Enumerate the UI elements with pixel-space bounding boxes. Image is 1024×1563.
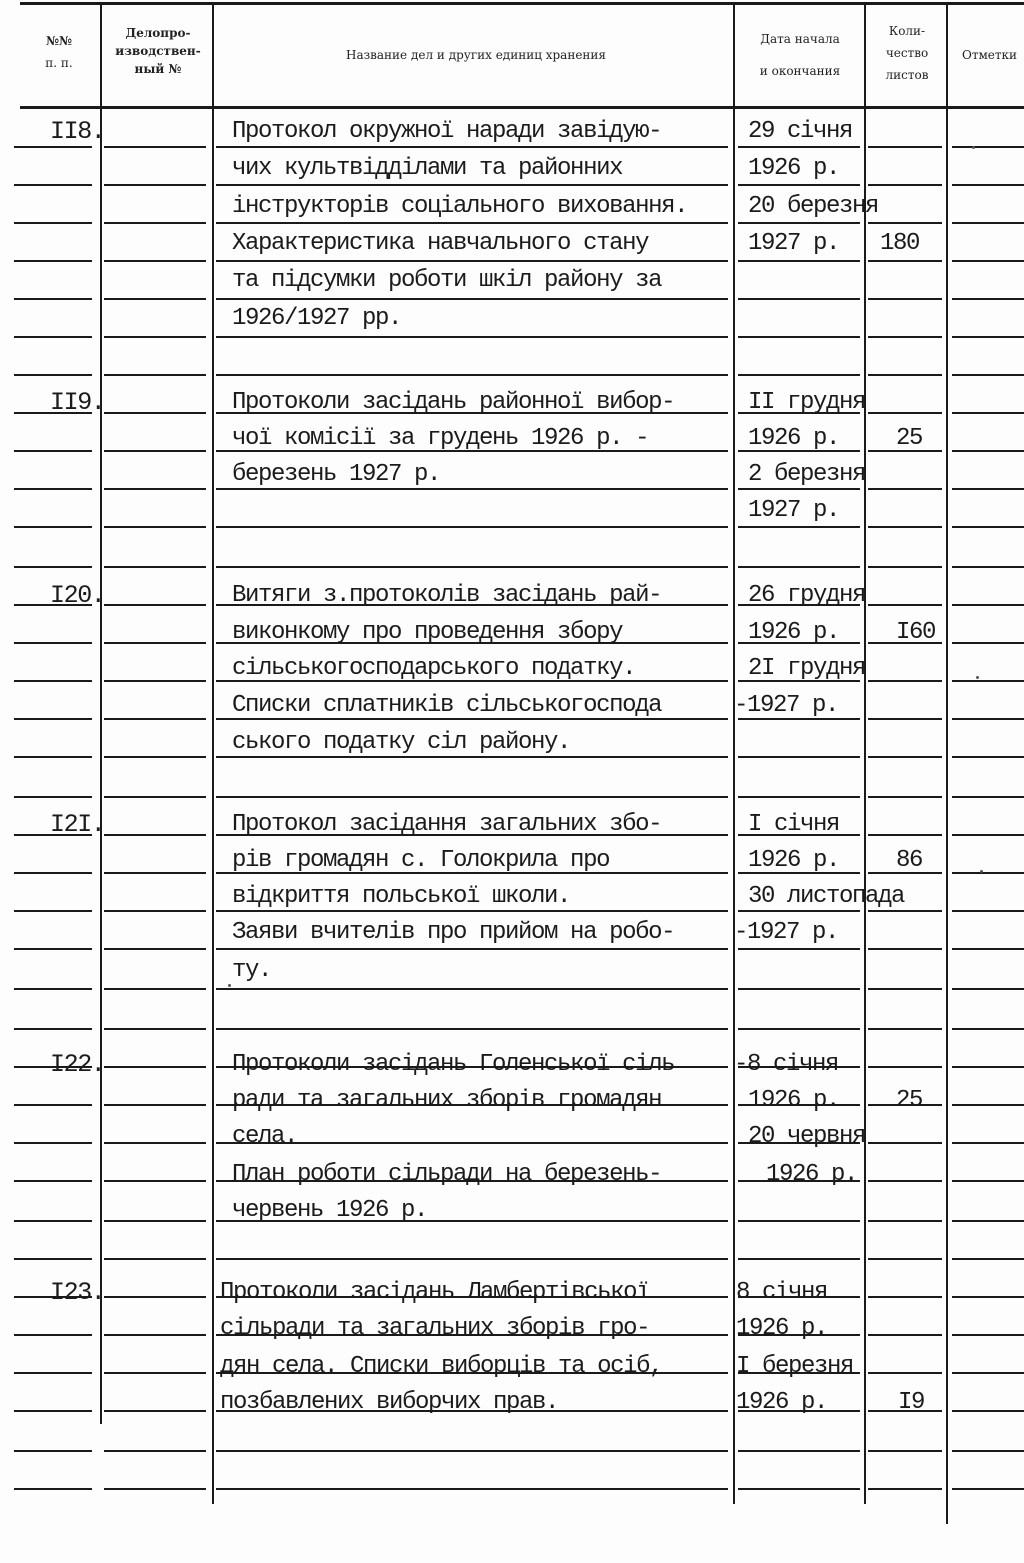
ruled-line [868, 298, 942, 300]
entry-123-date-line-1: 8 січня [736, 1279, 828, 1306]
header-col-office-line3: ный № [134, 62, 182, 76]
ruled-line [868, 1296, 942, 1298]
ruled-line [104, 146, 206, 148]
header-col-office-number [104, 24, 212, 78]
ruled-line [952, 834, 1024, 836]
ruled-line [104, 1066, 206, 1068]
entry-122-date-line-2: 1926 р. [748, 1087, 840, 1114]
ruled-line [216, 1028, 728, 1030]
ruled-line [14, 680, 92, 682]
ruled-line [216, 566, 728, 568]
entry-119-date-line-3: 2 березня [748, 461, 866, 488]
ruled-line [14, 1142, 92, 1144]
ruled-line [104, 680, 206, 682]
entry-120-title-line-2: виконкому про проведення збору [232, 619, 623, 646]
ruled-line [868, 988, 942, 990]
entry-120-title-line-3: сільськогосподарського податку. [232, 655, 636, 682]
entry-120-title-line-4: Списки сплатників сільськогоспода [232, 692, 662, 719]
entry-120-date-line-1: 26 грудня [748, 582, 866, 609]
column-divider-1 [100, 4, 102, 1424]
header-col-number [28, 32, 90, 72]
ruled-line [738, 1450, 860, 1452]
ruled-line [14, 1258, 92, 1260]
entry-118-title-line-4: Характеристика навчального стану [232, 230, 649, 257]
ruled-line [104, 834, 206, 836]
ruled-line [868, 1028, 942, 1030]
entry-122-date-line-1: -8 січня [734, 1051, 839, 1078]
ruled-line [104, 526, 206, 528]
ruled-line [738, 222, 860, 224]
ruled-line [952, 1296, 1024, 1298]
ruled-line [952, 1142, 1024, 1144]
entry-122-title-line-5: червень 1926 р. [232, 1197, 428, 1224]
ruled-line [868, 488, 942, 490]
header-col-sheets-line3: листов [885, 68, 929, 82]
entry-121-title-line-4: Заяви вчителів про прийом на робо- [232, 919, 675, 946]
ruled-line [952, 374, 1024, 376]
entry-121-title-line-3: відкриття польської школи. [232, 883, 571, 910]
ruled-line [104, 1296, 206, 1298]
ruled-line [104, 718, 206, 720]
ruled-line [952, 336, 1024, 338]
entry-122-date-line-4: 1926 р. [766, 1161, 858, 1188]
ruled-line [738, 1220, 860, 1222]
ruled-line [868, 1450, 942, 1452]
ruled-line [14, 1104, 92, 1106]
header-col-sheets-line1: Коли- [888, 24, 926, 38]
ruled-line [868, 1488, 942, 1490]
entry-120-date-line-4: -1927 р. [734, 692, 839, 719]
ruled-line [738, 260, 860, 262]
entry-123-title-line-2: сільради та загальних зборів гро- [220, 1315, 650, 1342]
ruled-line [868, 374, 942, 376]
ruled-line [14, 1372, 92, 1374]
column-divider-2 [212, 4, 214, 1504]
ruled-line [216, 526, 728, 528]
ruled-line [216, 988, 728, 990]
ruled-line [14, 488, 92, 490]
ruled-line [738, 1258, 860, 1260]
ruled-line [216, 948, 728, 950]
header-col-dates [740, 30, 860, 80]
entry-123-title-line-4: позбавлених виборчих прав. [220, 1389, 559, 1416]
entry-121-date-line-3: 30 листопада [748, 883, 905, 910]
ruled-line [952, 566, 1024, 568]
ruled-line [738, 298, 860, 300]
entry-123-date-line-4: 1926 р. [736, 1389, 828, 1416]
ruled-line [952, 988, 1024, 990]
entry-121-title-line-1: Протокол засідання загальних збо- [232, 811, 662, 838]
ruled-line [952, 1028, 1024, 1030]
ruled-line [952, 184, 1024, 186]
entry-118-title-line-6: 1926/1927 рр. [232, 305, 402, 332]
entry-120-date-line-3: 2I грудня [748, 655, 866, 682]
ruled-line [104, 910, 206, 912]
ruled-line [14, 1180, 92, 1182]
ruled-line [216, 184, 728, 186]
ruled-line [868, 796, 942, 798]
header-col-office-line2: изводствен- [115, 44, 201, 58]
ruled-line [868, 336, 942, 338]
ruled-line [216, 260, 728, 262]
ruled-line [952, 948, 1024, 950]
ruled-line [868, 604, 942, 606]
ruled-line [216, 222, 728, 224]
paper-speck [980, 870, 983, 873]
ruled-line [104, 450, 206, 452]
column-divider-5 [946, 4, 948, 1524]
ruled-line [104, 260, 206, 262]
ruled-line [14, 948, 92, 950]
entry-122-sheets: 25 [896, 1087, 923, 1114]
entry-122-date-line-3: 20 червня [748, 1123, 866, 1150]
ruled-line [738, 526, 860, 528]
ruled-line [952, 1372, 1024, 1374]
ruled-line [952, 1066, 1024, 1068]
ruled-line [104, 298, 206, 300]
entry-122-title-line-2: ради та загальних зборів громадян [232, 1087, 662, 1114]
ruled-line [868, 680, 942, 682]
ruled-line [952, 756, 1024, 758]
ruled-line [738, 336, 860, 338]
ruled-line [216, 1488, 728, 1490]
ruled-line [104, 566, 206, 568]
ruled-line [738, 948, 860, 950]
header-col-number-line2: п. п. [45, 56, 73, 70]
entry-121-date-line-1: I січня [748, 811, 840, 838]
ruled-line [952, 1488, 1024, 1490]
entry-120-sheets: I60 [896, 619, 936, 646]
header-col-sheets-line2: чество [885, 46, 929, 60]
ruled-line [952, 412, 1024, 414]
ruled-line [738, 1028, 860, 1030]
ruled-line [104, 374, 206, 376]
ruled-line [14, 298, 92, 300]
ruled-line [868, 1142, 942, 1144]
entry-123-sheets: I9 [898, 1389, 925, 1416]
ruled-line [104, 1372, 206, 1374]
ruled-line [104, 1488, 206, 1490]
entry-118-title-line-1: Протокол окружної наради завідую- [232, 118, 662, 145]
header-col-office-line1: Делопро- [125, 26, 191, 40]
ruled-line [14, 222, 92, 224]
ruled-line [104, 1180, 206, 1182]
header-col-dates-line2: и окончания [759, 64, 841, 78]
entry-119-sheets: 25 [896, 425, 923, 452]
ruled-line [104, 604, 206, 606]
ruled-line [868, 184, 942, 186]
ruled-line [104, 1028, 206, 1030]
ruled-line [868, 1220, 942, 1222]
ruled-line [14, 872, 92, 874]
ruled-line [868, 1372, 942, 1374]
entry-120-title-line-1: Витяги з.протоколів засідань рай- [232, 582, 662, 609]
ruled-line [868, 1180, 942, 1182]
entry-118-sheets: 180 [880, 230, 920, 257]
ruled-line [952, 450, 1024, 452]
ruled-line [952, 796, 1024, 798]
ruled-line [14, 1410, 92, 1412]
entry-123-title-line-1: Протоколи засідань Ламбертівської [220, 1279, 650, 1306]
entry-121-date-line-4: -1927 р. [734, 919, 839, 946]
ruled-line [14, 1450, 92, 1452]
ruled-line [952, 1450, 1024, 1452]
header-col-dates-line1: Дата начала [760, 32, 840, 46]
ruled-line [104, 1142, 206, 1144]
ruled-line [14, 1220, 92, 1222]
entry-118-date-line-4: 1927 р. [748, 230, 840, 257]
ruled-line [952, 1410, 1024, 1412]
ruled-line [738, 756, 860, 758]
ruled-line [14, 642, 92, 644]
ruled-line [868, 948, 942, 950]
column-divider-3 [733, 4, 735, 1504]
entry-122-title-line-3: села. [232, 1123, 298, 1150]
ruled-line [952, 222, 1024, 224]
header-col-sheets [868, 22, 946, 84]
ruled-line [14, 756, 92, 758]
entry-118-number: II8. [50, 117, 105, 146]
ruled-line [14, 566, 92, 568]
ruled-line [104, 1334, 206, 1336]
ruled-line [104, 1104, 206, 1106]
entry-119-title-line-2: чої комісії за грудень 1926 р. - [232, 425, 649, 452]
ruled-line [952, 604, 1024, 606]
ruled-line [952, 1334, 1024, 1336]
ruled-line [952, 872, 1024, 874]
ruled-line [104, 796, 206, 798]
entry-121-date-line-2: 1926 р. [748, 847, 840, 874]
ruled-line [738, 566, 860, 568]
ruled-line [868, 718, 942, 720]
paper-speck [972, 146, 975, 149]
ruled-line [952, 1180, 1024, 1182]
ruled-line [216, 298, 728, 300]
ruled-line [14, 184, 92, 186]
ruled-line [104, 948, 206, 950]
entry-121-title-line-2: рів громадян с. Голокрила про [232, 847, 610, 874]
header-col-title: Название дел и других единиц хранения [345, 48, 606, 62]
ruled-line [738, 796, 860, 798]
header-col-number-line1: №№ [45, 34, 73, 48]
ruled-line [952, 680, 1024, 682]
ruled-line [868, 1258, 942, 1260]
ruled-line [104, 184, 206, 186]
ruled-line [216, 796, 728, 798]
entry-121-sheets: 86 [896, 847, 923, 874]
entry-122-title-line-4: План роботи сільради на березень- [232, 1161, 662, 1188]
entry-119-date-line-4: 1927 р. [748, 497, 840, 524]
ruled-line [868, 566, 942, 568]
ruled-line [952, 1258, 1024, 1260]
ruled-line [14, 1488, 92, 1490]
ruled-line [104, 872, 206, 874]
entry-118-title-line-3: інструкторів соціального виховання. [232, 193, 688, 220]
ruled-line [738, 374, 860, 376]
entry-119-date-line-1: II грудня [748, 389, 866, 416]
ruled-line [868, 412, 942, 414]
ruled-line [952, 526, 1024, 528]
ruled-line [952, 260, 1024, 262]
column-divider-4 [864, 4, 866, 1504]
ruled-line [14, 1334, 92, 1336]
ruled-line [868, 260, 942, 262]
ruled-line [868, 756, 942, 758]
header-top-rule [20, 2, 1024, 5]
ruled-line [216, 374, 728, 376]
entry-123-title-line-3: дян села. Списки виборців та осіб, [220, 1353, 663, 1380]
ruled-line [738, 184, 860, 186]
entry-121-number: I2I. [50, 810, 105, 839]
ruled-line [104, 642, 206, 644]
entry-123-number: I23. [50, 1278, 105, 1307]
ruled-line [738, 988, 860, 990]
entry-118-title-line-5: та підсумки роботи шкіл району за [232, 267, 662, 294]
ruled-line [952, 1220, 1024, 1222]
ruled-line [952, 910, 1024, 912]
entry-122-title-line-1: Протоколи засідань Голенської сіль [232, 1051, 675, 1078]
entry-121-title-line-5: ту. [232, 957, 272, 984]
entry-118-date-line-1: 29 січня [748, 118, 853, 145]
ruled-line [738, 1488, 860, 1490]
ruled-line [868, 146, 942, 148]
ruled-line [952, 298, 1024, 300]
entry-119-title-line-1: Протоколи засідань районної вибор- [232, 389, 675, 416]
entry-118-date-line-2: 1926 р. [748, 155, 840, 182]
ruled-line [952, 1104, 1024, 1106]
ruled-line [952, 642, 1024, 644]
ruled-line [216, 1258, 728, 1260]
ruled-line [104, 1220, 206, 1222]
entry-120-title-line-5: ського податку сіл району. [232, 729, 571, 756]
ruled-line [868, 1334, 942, 1336]
ruled-line [14, 526, 92, 528]
entry-119-date-line-2: 1926 р. [748, 425, 840, 452]
entry-119-number: II9. [50, 388, 105, 417]
ruled-line [14, 718, 92, 720]
ruled-line [14, 374, 92, 376]
entry-118-date-line-3: 20 березня [748, 193, 879, 220]
ruled-line [104, 1258, 206, 1260]
ruled-line [14, 450, 92, 452]
entry-118-title-line-2: чих культвідділами та районних [232, 155, 623, 182]
ruled-line [216, 336, 728, 338]
header-col-notes: Отметки [962, 48, 1018, 62]
ruled-line [104, 222, 206, 224]
ruled-line [104, 488, 206, 490]
ruled-line [104, 336, 206, 338]
entry-122-number: I22. [50, 1050, 105, 1079]
ruled-line [952, 488, 1024, 490]
ruled-line [104, 412, 206, 414]
paper-speck [228, 984, 231, 987]
ruled-line [14, 796, 92, 798]
ruled-line [868, 1066, 942, 1068]
ruled-line [14, 988, 92, 990]
ruled-line [14, 260, 92, 262]
ruled-line [868, 834, 942, 836]
ruled-line [952, 718, 1024, 720]
ruled-line [216, 1450, 728, 1452]
header-bottom-rule [20, 106, 1024, 109]
entry-120-date-line-2: 1926 р. [748, 619, 840, 646]
entry-120-number: I20. [50, 581, 105, 610]
ruled-line [868, 526, 942, 528]
paper-speck [976, 676, 979, 679]
ruled-line [104, 1450, 206, 1452]
ruled-line [104, 988, 206, 990]
ruled-line [868, 222, 942, 224]
ruled-line [14, 1028, 92, 1030]
entry-123-date-line-3: I березня [736, 1353, 854, 1380]
ruled-line [14, 910, 92, 912]
ruled-line [104, 756, 206, 758]
entry-123-date-line-2: 1926 р. [736, 1315, 828, 1342]
ruled-line [952, 146, 1024, 148]
ruled-line [104, 1410, 206, 1412]
entry-119-title-line-3: березень 1927 р. [232, 461, 441, 488]
ruled-line [14, 336, 92, 338]
